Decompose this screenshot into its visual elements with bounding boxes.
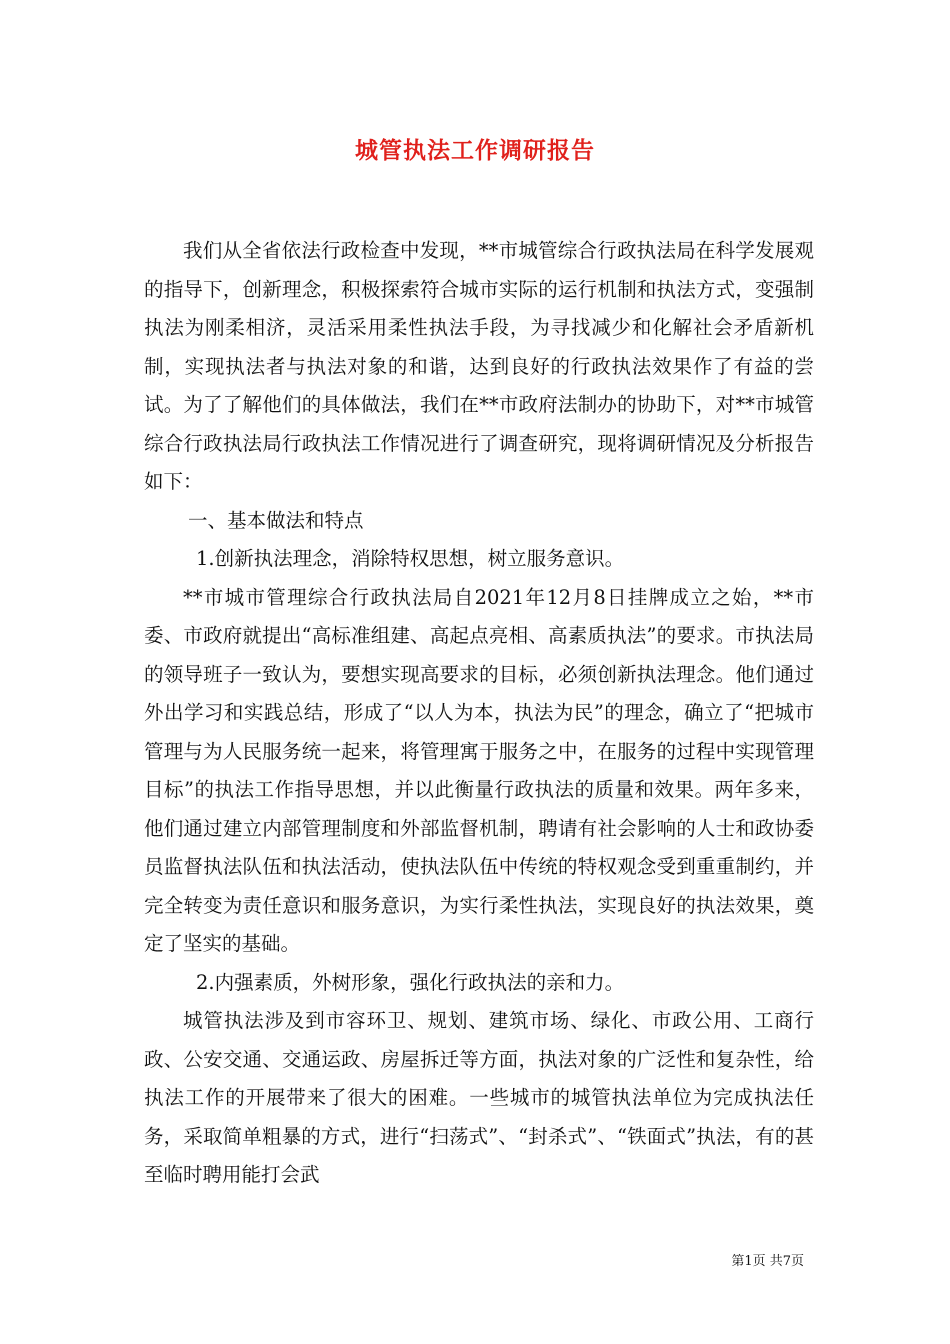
- document-title: 城管执法工作调研报告: [355, 137, 595, 164]
- paragraph-item1-body: **市城市管理综合行政执法局自2021年12月8日挂牌成立之始，**市委、市政府就提出“高标准组建、高起点亮相、高素质执法”的要求。市执法局的领导班子一致认为，要想实现高要求的目标，必须创新执法理念。他们通过外出学习和实践总结，形成了“以人为本，执法为民”的理念，确立了“把城市管理与为人民服务统一起来，将管理寓于服务之中，在服务的过程中实现管理目标”的执法工作指导思想，并以此衡量行政执法的质量和效果。两年多来，他们通过建立内部管理制度和外部监督机制，聘请有社会影响的人士和政协委员监督执法队伍和执法活动，使执法队伍中传统的特权观念受到重重制约，并完全转变为责任意识和服务意识，为实行柔性执法，实现良好的执法效果，奠定了坚实的基础。: [144, 585, 814, 955]
- item-heading-strengthen-quality: 2.内强素质，外树形象，强化行政执法的亲和力。: [196, 970, 625, 994]
- section-heading-basic-practices: 一、基本做法和特点: [188, 508, 364, 532]
- paragraph-item2-body: 城管执法涉及到市容环卫、规划、建筑市场、绿化、市政公用、工商行政、公安交通、交通运政、房屋拆迁等方面，执法对象的广泛性和复杂性，给执法工作的开展带来了很大的困难。一些城市的城管执法单位为完成执法任务，采取简单粗暴的方式，进行“扫荡式”、“封杀式”、“铁面式”执法，有的甚至临时聘用能打会武: [144, 1009, 814, 1186]
- paragraph-intro: 我们从全省依法行政检查中发现，**市城管综合行政执法局在科学发展观的指导下，创新理念，积极探索符合城市实际的运行机制和执法方式，变强制执法为刚柔相济，灵活采用柔性执法手段，为寻找减少和化解社会矛盾新机制，实现执法者与执法对象的和谐，达到良好的行政执法效果作了有益的尝试。为了了解他们的具体做法，我们在**市政府法制办的协助下，对**市城管综合行政执法局行政执法工作情况进行了调查研究，现将调研情况及分析报告如下：: [144, 239, 814, 493]
- item-heading-innovate-concept: 1.创新执法理念，消除特权思想，树立服务意识。: [196, 547, 625, 570]
- page-number-footer: 第1页 共7页: [731, 1254, 804, 1269]
- document-body: [144, 232, 814, 1195]
